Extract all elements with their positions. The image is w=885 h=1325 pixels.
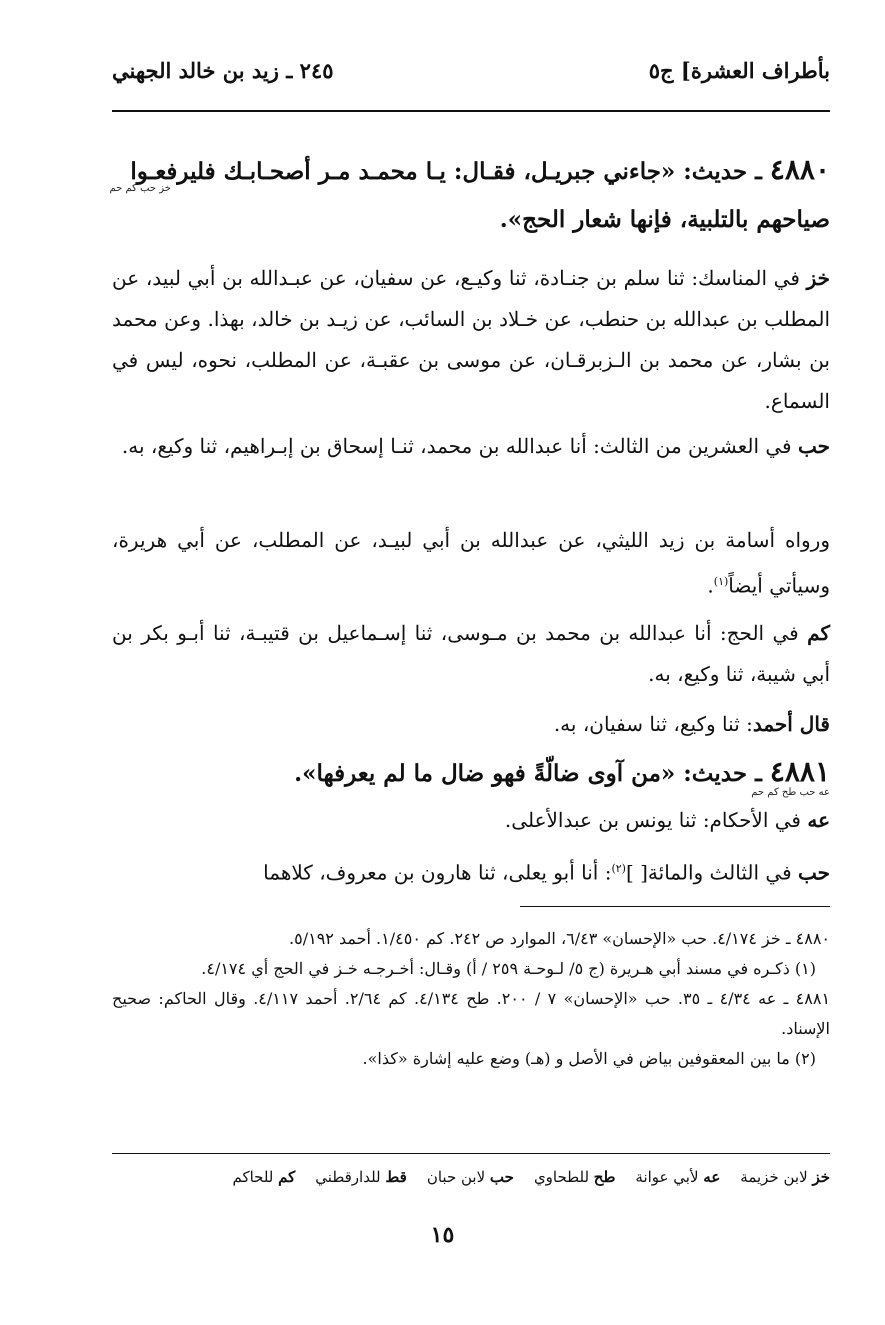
- legend-item: طح للطحاوي: [533, 1168, 616, 1186]
- header-book-title: بأطراف العشرة] ج٥: [648, 58, 830, 83]
- paragraph-abu-awana: عه في الأحكام: ثنا يونس بن عبدالأعلى.: [504, 808, 830, 832]
- footnote-2: (٢) ما بين المعقوفين بياض في الأصل و (هـ) وضع عليه إشارة «كذا».: [362, 1049, 816, 1068]
- source-abbr: حب: [797, 860, 830, 885]
- footnote-rule: [520, 906, 830, 907]
- legend-item: عه لأبي عوانة: [635, 1168, 721, 1186]
- paragraph-usama: ورواه أسامة بن زيد الليثي، عن عبدالله بن أبي لبيـد، عن المطلب، عن أبي هريرة، وسيأتي أيضاً$^{(١)}$.: [112, 528, 830, 598]
- legend-item: كم للحاكم: [232, 1168, 296, 1186]
- footnote-ref: (١): [713, 575, 729, 588]
- hadith-4881-sigla: عه حب طح كم حم: [751, 787, 830, 798]
- hadith-4880: [109, 146, 830, 244]
- source-abbr: قال أحمد: [752, 712, 830, 736]
- paragraph-ibn-hibban: حب في العشرين من الثالث: أنا عبدالله بن محمد، ثنـا إسحاق بن إبـراهيم، ثنا وكيع، به.: [121, 434, 830, 458]
- hadith-4880-sigla: خز حب كم حم: [109, 183, 171, 194]
- running-header: [112, 58, 830, 83]
- paragraph-ahmad: قال أحمد: ثنا وكيع، ثنا سفيان، به.: [553, 712, 830, 736]
- source-abbr: كم: [807, 621, 830, 645]
- legend-item: خز لابن خزيمة: [740, 1168, 830, 1186]
- abbreviation-legend: [112, 1168, 830, 1186]
- page-number: ١٥: [430, 1222, 455, 1248]
- legend-item: حب لابن حبان: [426, 1168, 514, 1186]
- footnote-4881: ٤٨٨١ ـ عه ٤/٣٤ ـ ٣٥. حب «الإحسان» ٧ / ٢٠٠. طح ٤/١٣٤. كم ٢/٦٤. أحمد ٤/١١٧. وقال الحاكم: صحيح الإسناد.: [112, 989, 831, 1038]
- footnote-ref: (٢): [611, 862, 626, 875]
- footnote-1: (١) ذكـره في مسند أبي هـريرة (ج ٥/ لـوحـة ٢٥٩ / أ) وقـال: أخـرجـه خـز في الحج أي ٤/١٧٤.: [201, 959, 816, 978]
- paragraph-hakim: كم في الحج: أنا عبدالله بن محمد بن مـوسى، ثنا إسـماعيل بن قتيبـة، ثنا أبـو بكر بن أبي شيبة، ثنا وكيع، به.: [112, 621, 830, 686]
- paragraph-ibn-hibban-2: حب في الثالث والمائة[ ]$^{(٢)}$: أنا أبو يعلى، ثنا هارون بن معروف، كلاهما: [263, 860, 830, 885]
- source-abbr: عه: [807, 808, 830, 832]
- hadith-4881: ٤٨٨١ ـ حديث: «من آوى ضالّةً فهو ضال ما لم يعرفها».: [294, 755, 830, 788]
- footnotes: [112, 924, 830, 1074]
- footnote-4880: ٤٨٨٠ ـ خز ٤/١٧٤. حب «الإحسان» ٦/٤٣، الموارد ص ٢٤٢. كم ١/٤٥٠. أحمد ٥/١٩٢.: [289, 929, 830, 948]
- hadith-4880-line2: صياحهم بالتلبية، فإنها شعار الحج».: [499, 206, 830, 233]
- legend-item: قط للدارقطني: [315, 1168, 407, 1186]
- source-abbr: خز: [806, 266, 830, 290]
- source-abbr: حب: [797, 434, 830, 458]
- header-section-title: ٢٤٥ ـ زيد بن خالد الجهني: [112, 58, 334, 83]
- hadith-number: ٤٨٨٠: [769, 153, 830, 186]
- legend-rule: [112, 1153, 830, 1154]
- paragraph-khuzayma: خز في المناسك: ثنا سلم بن جنـادة، ثنا وكيـع، عن سفيان، عن عبـدالله بن أبي لبيد، عن المطلب بن عبدالله بن حنطب، عن خـلاد بن السائب، عن زيـد بن خالد، بهذا. وعن محمد بن بشار، عن محمد بن الـزبرقـان، عن موسى بن عقبـة، عن المطلب، نحوه، ليس في السماع.: [112, 266, 831, 413]
- header-rule: [112, 110, 830, 112]
- hadith-number: ٤٨٨١: [769, 755, 830, 788]
- hadith-4880-line1: ٤٨٨٠ ـ حديث: «جاءني جبريـل، فقـال: يـا محمـد مـر أصحـابـك فليرفعـوا: [130, 153, 830, 186]
